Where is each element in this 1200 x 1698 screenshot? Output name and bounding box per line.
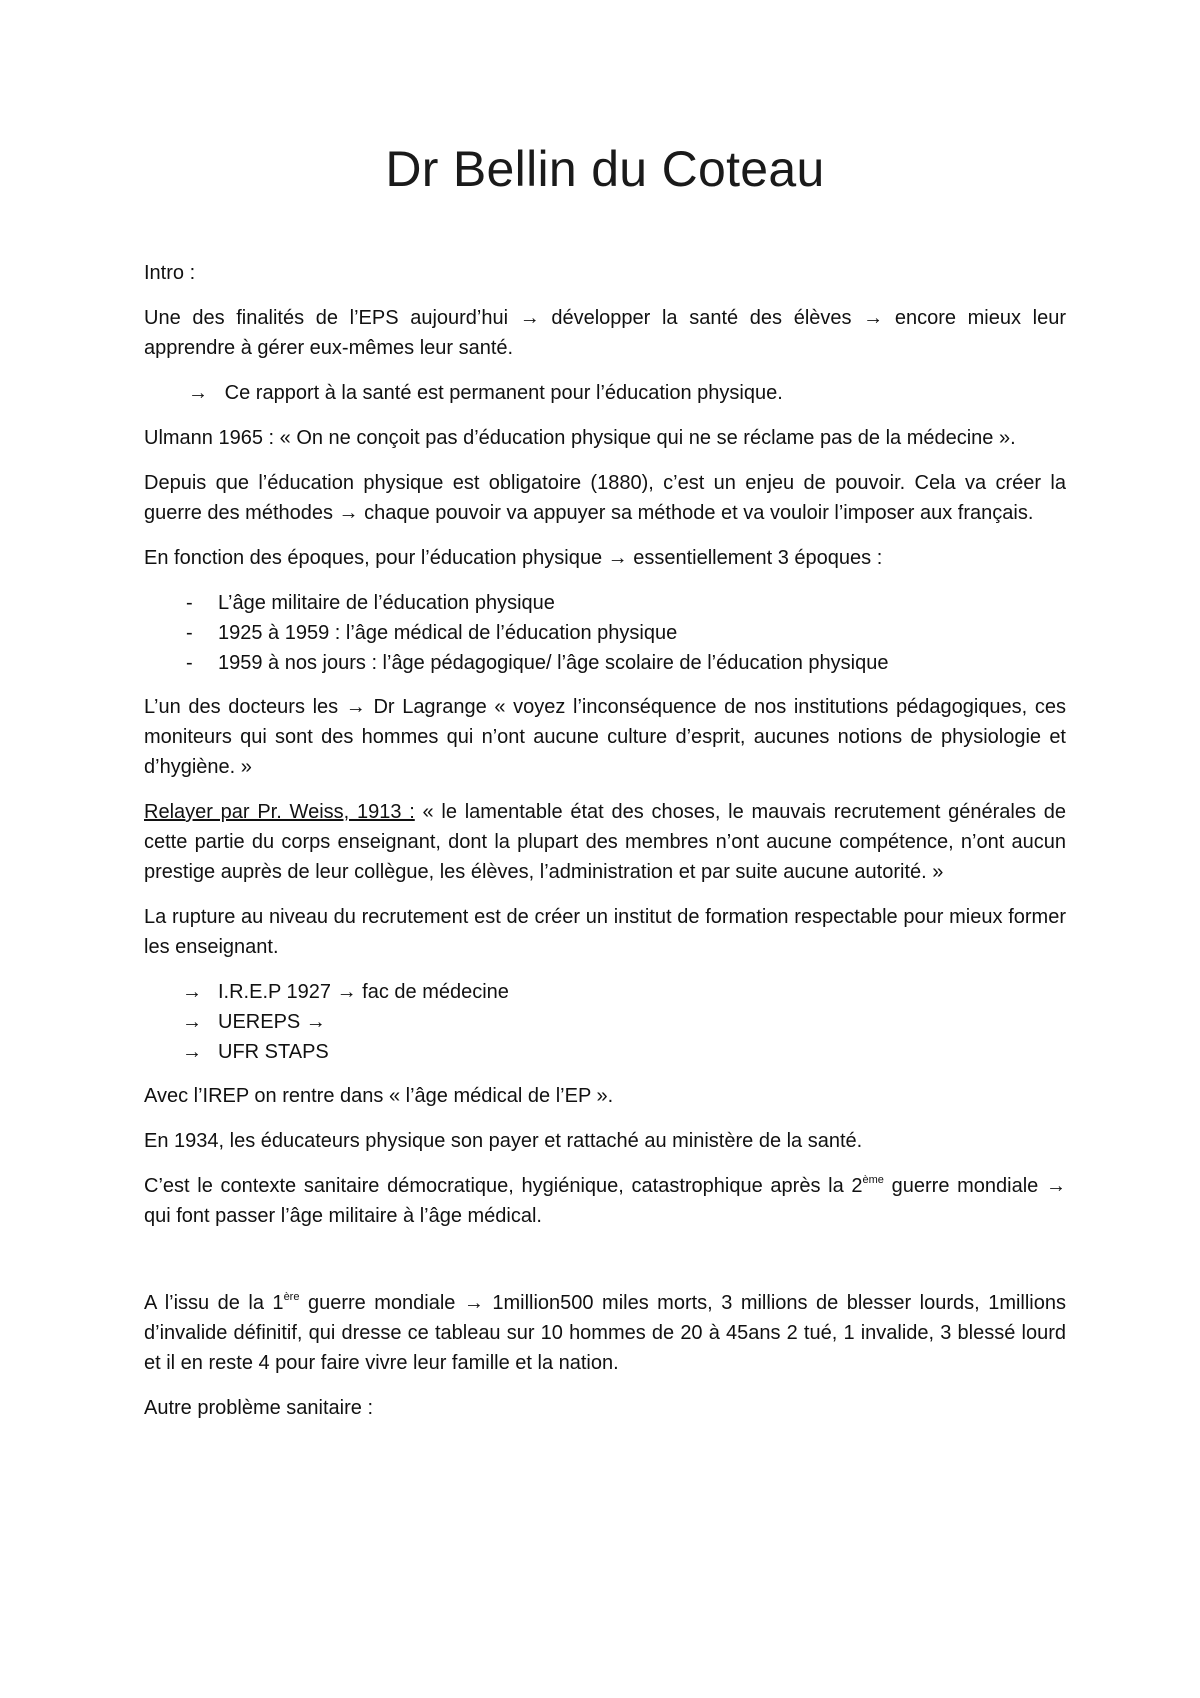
list-item-text: UEREPS → [218, 1011, 326, 1033]
blank-line [144, 1246, 1066, 1288]
guerre-text-a: A l’issu de la 1 [144, 1292, 284, 1314]
guerre-text-b: guerre mondiale → 1million500 miles morts, 3 millions de blesser lourds, 1millions d’invalide définitif, qui dresse ce tableau sur 10 hommes de 20 à 45ans 2 tué, 1 invalide, 3 blessé lourd et il en reste 4 pour faire vivre leur famille et la nation. [144, 1292, 1066, 1374]
weiss-citation-underlined: Relayer par Pr. Weiss, 1913 : [144, 801, 415, 823]
list-item-text: UFR STAPS [218, 1041, 329, 1063]
list-item-text: I.R.E.P 1927 → fac de médecine [218, 981, 509, 1003]
arrow-bullet-icon: → [182, 1011, 202, 1033]
paragraph-epoques: En fonction des époques, pour l’éducation physique → essentiellement 3 époques : [144, 547, 883, 569]
weiss-quote: « le lamentable état des choses, le mauvais recrutement générales de cette partie du corps enseignant, dont la plupart des membres n’ont aucune compétence, n’ont aucun prestige auprès de leur collègue, les élèves, l’administration et par suite aucune autorité. » [144, 801, 1066, 883]
arrow-bullet-icon: → [182, 1041, 202, 1063]
paragraph-rapport-sante [188, 378, 1066, 408]
dash-marker: - [186, 622, 193, 644]
epochs-list [144, 588, 1066, 678]
list-item [144, 588, 1066, 618]
list-item-text: 1925 à 1959 : l’âge médical de l’éducation physique [218, 622, 678, 644]
list-item [144, 618, 1066, 648]
contexte-text-b: guerre mondiale → qui font passer l’âge militaire à l’âge médical. [144, 1175, 1066, 1227]
list-item-text: L’âge militaire de l’éducation physique [218, 592, 555, 614]
paragraph-autre-probleme: Autre problème sanitaire : [144, 1397, 374, 1419]
superscript: ère [283, 1291, 300, 1303]
list-item [144, 648, 1066, 678]
paragraph-contexte [144, 1171, 1066, 1231]
arrow-icon: → [188, 382, 208, 404]
list-item [144, 977, 1066, 1007]
paragraph-rupture: La rupture au niveau du recrutement est de créer un institut de formation respectable pour mieux former les enseignant. [144, 906, 1066, 958]
institutes-list [144, 977, 1066, 1067]
superscript: ème [862, 1174, 884, 1186]
paragraph-lagrange: L’un des docteurs les → Dr Lagrange « voyez l’inconséquence de nos institutions pédagogiques, ces moniteurs qui sont des hommes qui n’ont aucune culture d’esprit, aucunes notions de physiologie et d’hygiène. » [144, 696, 1066, 778]
intro-label: Intro : [144, 262, 196, 284]
arrow-bullet-icon: → [182, 981, 202, 1003]
list-item [144, 1037, 1066, 1067]
paragraph-finalites: Une des finalités de l’EPS aujourd’hui → développer la santé des élèves → encore mieux leur apprendre à gérer eux-mêmes leur santé. [144, 307, 1066, 359]
list-item-text: 1959 à nos jours : l’âge pédagogique/ l’âge scolaire de l’éducation physique [218, 652, 889, 674]
contexte-text-a: C’est le contexte sanitaire démocratique, hygiénique, catastrophique après la 2 [144, 1175, 863, 1197]
paragraph-ulmann: Ulmann 1965 : « On ne conçoit pas d’éducation physique qui ne se réclame pas de la médecine ». [144, 427, 1016, 449]
dash-marker: - [186, 592, 193, 614]
paragraph-premiere-guerre [144, 1288, 1066, 1378]
paragraph-weiss [144, 797, 1066, 887]
paragraph-rapport-sante-text: Ce rapport à la santé est permanent pour l’éducation physique. [224, 382, 783, 404]
document-title: Dr Bellin du Coteau [385, 141, 825, 197]
paragraph-irep: Avec l’IREP on rentre dans « l’âge médical de l’EP ». [144, 1085, 614, 1107]
list-item [144, 1007, 1066, 1037]
dash-marker: - [186, 652, 193, 674]
paragraph-1934: En 1934, les éducateurs physique son payer et rattaché au ministère de la santé. [144, 1130, 863, 1152]
paragraph-obligatoire: Depuis que l’éducation physique est obligatoire (1880), c’est un enjeu de pouvoir. Cela va créer la guerre des méthodes → chaque pouvoir va appuyer sa méthode et va vouloir l’imposer aux français. [144, 472, 1066, 524]
